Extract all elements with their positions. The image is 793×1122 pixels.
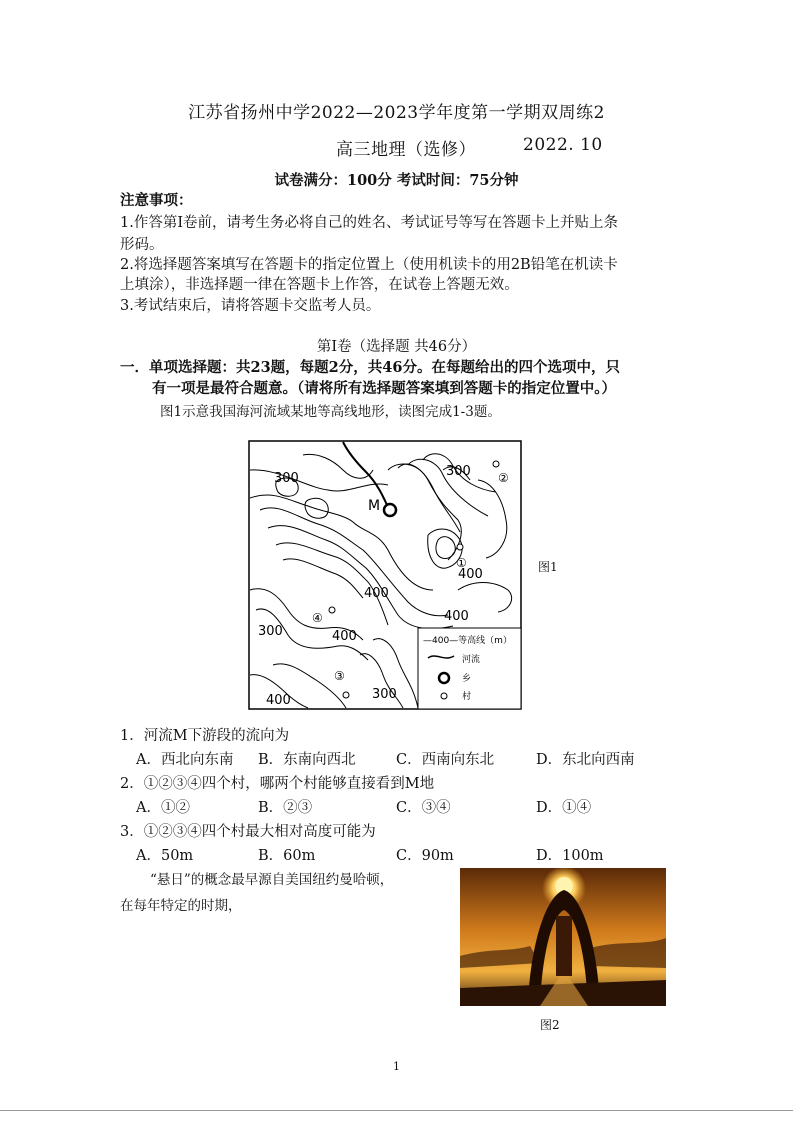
point-label-4: ④ bbox=[312, 611, 323, 625]
point-label-m: M bbox=[368, 498, 381, 514]
exam-date: 2022. 10 bbox=[523, 135, 603, 155]
section-instruction-cont: 有一项是最符合题意。（请将所有选择题答案填到答题卡的指定位置中。） bbox=[152, 380, 616, 397]
question-3-option-b: B．60m bbox=[258, 848, 316, 864]
exam-title: 江苏省扬州中学2022—2023学年度第一学期双周练2 bbox=[188, 103, 605, 123]
question-3-option-d: D．100m bbox=[536, 848, 604, 864]
page-number: 1 bbox=[393, 1060, 400, 1073]
legend-contour: —400—等高线（m） bbox=[423, 636, 512, 646]
page-divider bbox=[0, 1110, 793, 1111]
contour-label: 400 bbox=[364, 586, 389, 601]
passage-line: “悬日”的概念最早源自美国纽约曼哈顿， bbox=[150, 872, 394, 888]
note-line: 3.考试结束后，请将答题卡交监考人员。 bbox=[120, 298, 381, 314]
notes-heading: 注意事项： bbox=[120, 192, 193, 209]
question-2-option-a: A．①② bbox=[136, 800, 190, 816]
contour-label: 300 bbox=[446, 464, 471, 479]
question-2-option-d: D．①④ bbox=[536, 800, 592, 816]
question-2-stem: 2．①②③④四个村，哪两个村能够直接看到M地 bbox=[120, 776, 435, 792]
question-3-option-c: C．90m bbox=[396, 848, 454, 864]
contour-label: 400 bbox=[332, 629, 357, 644]
hanging-sun-photo bbox=[460, 868, 666, 1006]
passage-line: 在每年特定的时期， bbox=[120, 898, 242, 914]
village-2-marker bbox=[493, 461, 499, 467]
legend-river: 河流 bbox=[462, 655, 481, 665]
score-time-line: 试卷满分：100分 考试时间：75分钟 bbox=[274, 172, 519, 189]
question-1-option-c: C．西南向东北 bbox=[396, 752, 495, 768]
question-2-option-c: C．③④ bbox=[396, 800, 451, 816]
figure2-caption: 图2 bbox=[540, 1018, 560, 1032]
note-line: 2.将选择题答案填写在答题卡的指定位置上（使用机读卡的用2B铅笔在机读卡 bbox=[120, 257, 618, 273]
section-title: 第Ⅰ卷（选择题 共46分） bbox=[316, 339, 477, 355]
question-2-option-b: B．②③ bbox=[258, 800, 313, 816]
map-legend bbox=[418, 628, 521, 709]
contour-label: 400 bbox=[266, 693, 291, 708]
figure1-caption: 图1 bbox=[538, 560, 558, 574]
village-1-marker bbox=[457, 544, 463, 550]
township-m-marker bbox=[384, 504, 396, 516]
contour-label: 300 bbox=[258, 624, 283, 639]
figure-intro: 图1示意我国海河流域某地等高线地形，读图完成1-3题。 bbox=[160, 404, 501, 420]
question-1-option-d: D．东北向西南 bbox=[536, 752, 635, 768]
point-label-3: ③ bbox=[334, 669, 345, 683]
contour-map bbox=[248, 440, 522, 710]
township-icon bbox=[439, 673, 449, 683]
legend-village: 村 bbox=[462, 692, 472, 702]
point-label-1: ① bbox=[456, 556, 467, 570]
contour-label: 300 bbox=[372, 687, 397, 702]
contour-label: 300 bbox=[274, 471, 299, 486]
village-3-marker bbox=[343, 692, 349, 698]
section-instruction: 一．单项选择题：共23题，每题2分，共46分。在每题给出的四个选项中，只 bbox=[120, 359, 620, 376]
question-1-option-a: A．西北向东南 bbox=[136, 752, 234, 768]
question-1-stem: 1．河流M下游段的流向为 bbox=[120, 728, 290, 744]
village-icon bbox=[441, 693, 447, 699]
note-line: 形码。 bbox=[120, 237, 164, 253]
contour-label: 400 bbox=[458, 567, 483, 582]
exam-subject: 高三地理（选修） bbox=[336, 140, 476, 160]
note-line: 上填涂），非选择题一律在答题卡上作答，在试卷上答题无效。 bbox=[120, 277, 519, 293]
question-1-option-b: B．东南向西北 bbox=[258, 752, 356, 768]
question-3-option-a: A．50m bbox=[136, 848, 194, 864]
village-4-marker bbox=[329, 607, 335, 613]
legend-township: 乡 bbox=[462, 674, 472, 684]
point-label-2: ② bbox=[498, 471, 509, 485]
question-3-stem: 3．①②③④四个村最大相对高度可能为 bbox=[120, 824, 376, 840]
note-line: 1.作答第Ⅰ卷前，请考生务必将自己的姓名、考试证号等写在答题卡上并贴上条 bbox=[120, 215, 619, 231]
contour-label: 400 bbox=[444, 609, 469, 624]
